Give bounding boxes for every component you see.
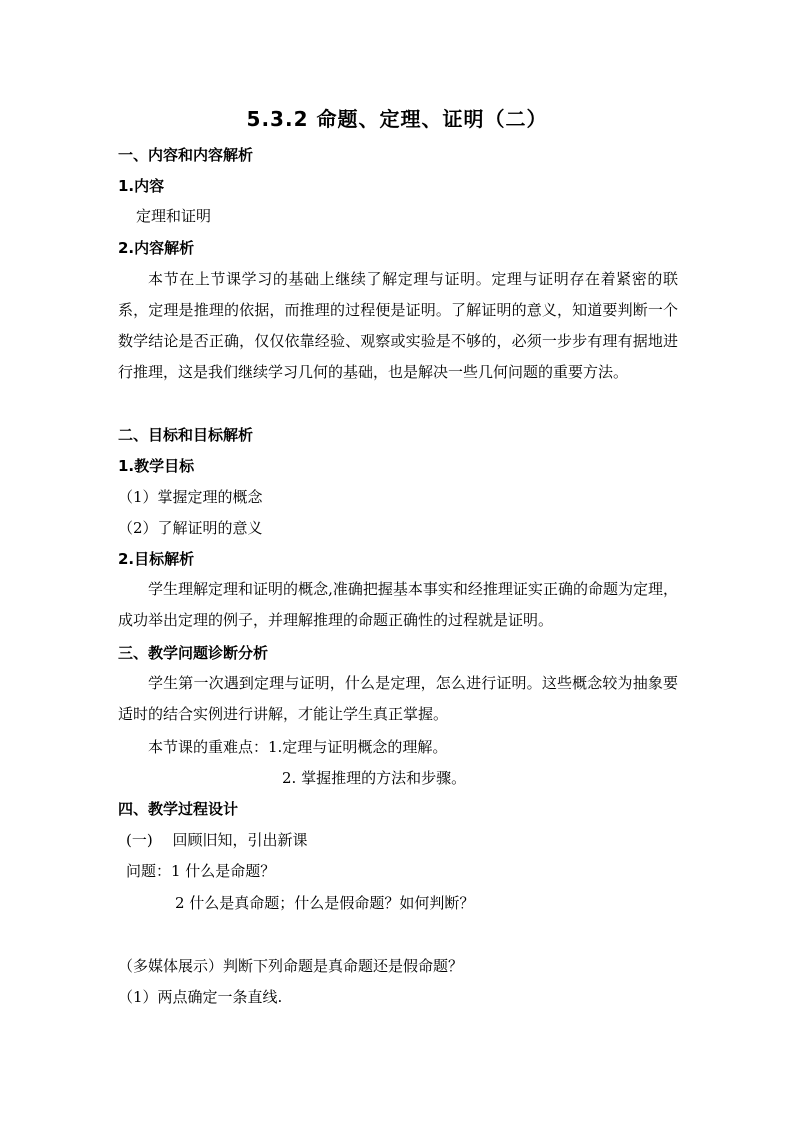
subheading-goal-analysis: 2.目标解析 [118, 550, 195, 568]
subheading-teaching-goals: 1.教学目标 [118, 457, 195, 475]
section-heading-goals: 二、目标和目标解析 [118, 426, 254, 444]
page-title: 5.3.2 命题、定理、证明（二） [246, 107, 548, 131]
content-analysis-paragraph: 本节在上节课学习的基础上继续了解定理与证明。定理与证明存在着紧密的联系，定理是推理的依据，而推理的过程便是证明。了解证明的意义，知道要判断一个数学结论是否正确，仅仅依靠经验、观察或实验是不够的，必须一步步有理有据地进行推理，这是我们继续学习几何的基础，也是解决一些几何问题的重要方法。 [118, 270, 678, 381]
subheading-content-analysis: 2.内容解析 [118, 239, 195, 257]
section-heading-process: 四、教学过程设计 [118, 800, 239, 818]
question-2: 2 什么是真命题；什么是假命题？如何判断？ [175, 894, 475, 912]
media-prompt: （多媒体展示）判断下列命题是真命题还是假命题？ [118, 957, 464, 975]
goal-item-1: （1）掌握定理的概念 [118, 488, 263, 506]
diagnosis-paragraph: 学生第一次遇到定理与证明，什么是定理，怎么进行证明。这些概念较为抽象要适时的结合实例进行讲解，才能让学生真正掌握。 [118, 674, 678, 723]
goal-analysis-paragraph: 学生理解定理和证明的概念,准确把握基本事实和经推理证实正确的命题为定理，成功举出定理的例子，并理解推理的命题正确性的过程就是证明。 [118, 580, 678, 629]
section-heading-content: 一、内容和内容解析 [118, 146, 254, 164]
content-text: 定理和证明 [136, 207, 212, 225]
goal-item-2: （2）了解证明的意义 [118, 519, 263, 537]
subheading-content: 1.内容 [118, 177, 165, 195]
key-point-1: 本节课的重难点：1.定理与证明概念的理解。 [148, 738, 448, 756]
process-step-1: (一) 回顾旧知，引出新课 [126, 831, 308, 849]
proposition-item-1: （1）两点确定一条直线. [118, 988, 283, 1006]
key-point-2: 2. 掌握推理的方法和步骤。 [282, 769, 467, 787]
section-heading-diagnosis: 三、教学问题诊断分析 [118, 644, 269, 662]
question-1: 问题：1 什么是命题？ [126, 862, 276, 880]
